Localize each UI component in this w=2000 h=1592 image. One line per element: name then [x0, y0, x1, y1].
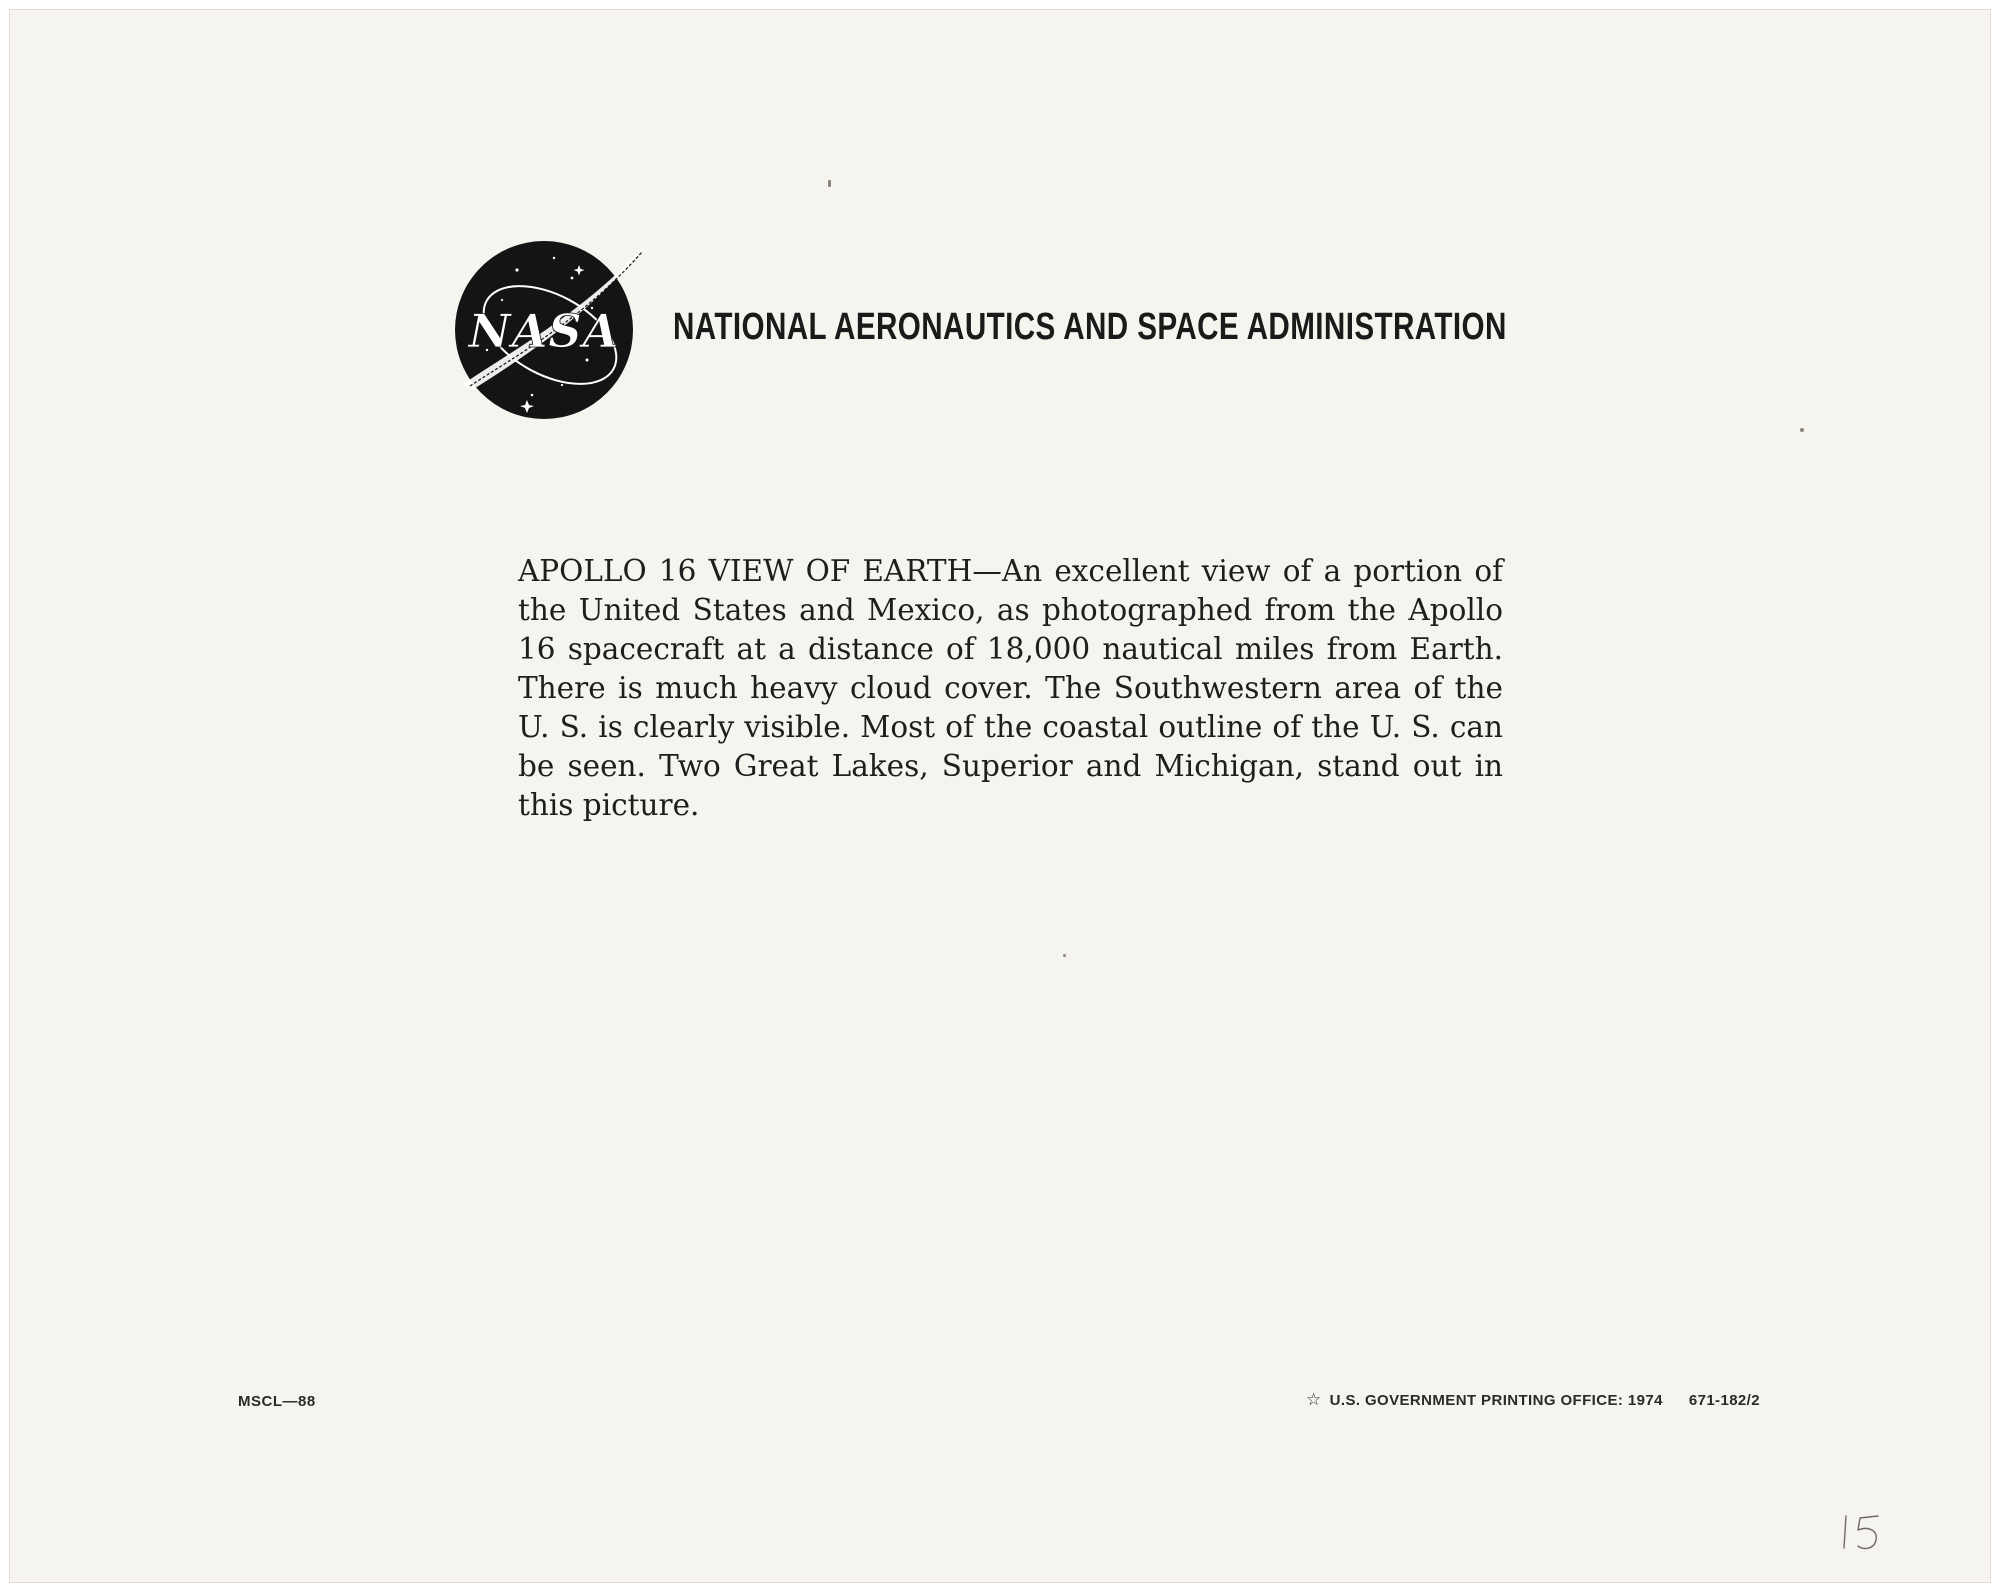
- organization-name: NATIONAL AERONAUTICS AND SPACE ADMINISTRATION: [673, 306, 1507, 348]
- document-sheet: [10, 10, 1990, 1582]
- caption-body: —An excellent view of a portion of the United States and Mexico, as photographed from the Apollo 16 spacecraft at a distance of 18,000 nautical miles from Earth. There is much heavy cloud cover. The Southwestern area of the U. S. is clearly visible. Most of the coastal outline of the U. S. can be seen. Two Great Lakes, Superior and Michigan, stand out in this picture.: [518, 554, 1503, 822]
- paper-speck: [1800, 428, 1804, 432]
- printer-imprint: [1306, 1390, 1760, 1410]
- paper-speck: [828, 180, 831, 187]
- paper-speck: [1063, 954, 1066, 957]
- catalog-number: MSCL—88: [238, 1393, 316, 1410]
- photo-caption: [518, 552, 1503, 825]
- star-outline-icon: ☆: [1306, 1390, 1322, 1409]
- caption-title: APOLLO 16 VIEW OF EARTH: [518, 554, 973, 588]
- svg-text:NASA: NASA: [468, 304, 620, 358]
- printer-code: 671-182/2: [1688, 1391, 1760, 1409]
- handwritten-page-number: [1838, 1510, 1884, 1554]
- letterhead: [442, 220, 1742, 430]
- nasa-meatball-logo: [442, 220, 657, 430]
- printer-name: U.S. GOVERNMENT PRINTING OFFICE: 1974: [1329, 1391, 1663, 1409]
